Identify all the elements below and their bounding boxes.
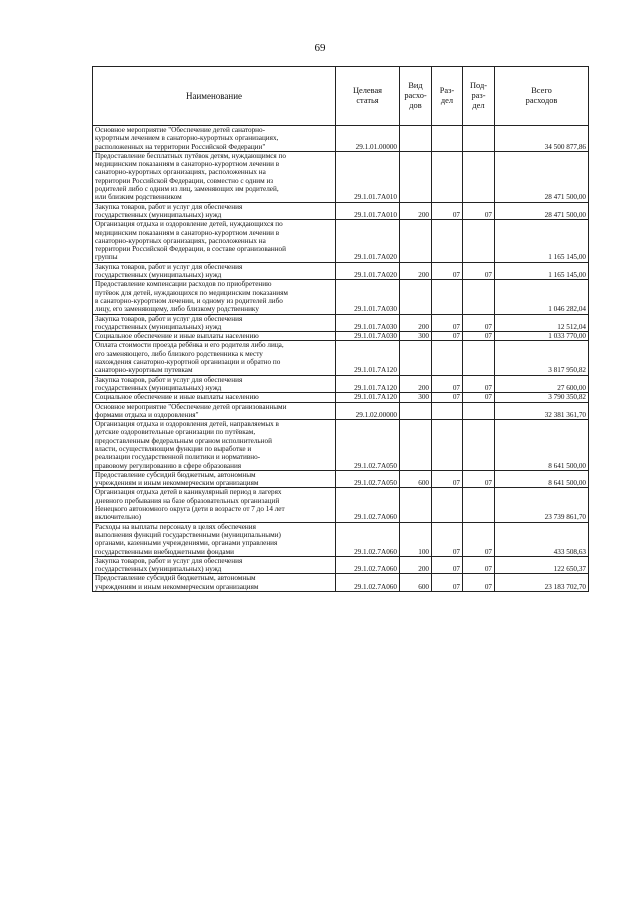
header-subsection: Под- раз- дел	[463, 67, 495, 126]
row-section	[432, 488, 463, 522]
row-subsection: 07	[463, 314, 495, 332]
row-section	[432, 341, 463, 375]
row-section: 07	[432, 332, 463, 341]
table-row	[93, 470, 589, 488]
row-target-article: 29.1.01.7А030	[336, 314, 400, 332]
row-subsection: 07	[463, 375, 495, 393]
table-row	[93, 262, 589, 280]
row-section: 07	[432, 574, 463, 592]
row-name: Закупка товаров, работ и услуг для обеспечения государственных (муниципальных) нужд	[93, 262, 336, 280]
row-target-article: 29.1.02.7А050	[336, 420, 400, 471]
row-name: Организация отдыха и оздоровления детей, направляемых в детские оздоровительные организации по путёвкам, предоставленным федеральным органом исполнительной власти, осуществляющим функции по выработке и реализации государственной политики и нормативно- правовому регулированию в сфере образования	[93, 420, 336, 471]
row-total: 1 165 145,00	[495, 220, 589, 262]
row-total: 23 739 861,70	[495, 488, 589, 522]
row-section	[432, 280, 463, 314]
row-section: 07	[432, 262, 463, 280]
row-subsection: 07	[463, 556, 495, 574]
row-name: Предоставление компенсации расходов по приобретению путёвок для детей, нуждающихся по медицинским показаниям в санаторно-курортном лечении, и одному из родителей либо лицу, его заменяющему, либо близкому родственнику	[93, 280, 336, 314]
row-subsection	[463, 402, 495, 420]
row-total: 12 512,04	[495, 314, 589, 332]
row-expense-kind	[400, 280, 432, 314]
table-row	[93, 393, 589, 402]
row-name: Закупка товаров, работ и услуг для обеспечения государственных (муниципальных) нужд	[93, 375, 336, 393]
row-target-article: 29.1.01.7А120	[336, 393, 400, 402]
row-total: 8 641 500,00	[495, 420, 589, 471]
table-row	[93, 402, 589, 420]
row-total: 1 033 770,00	[495, 332, 589, 341]
row-section	[432, 420, 463, 471]
row-expense-kind	[400, 402, 432, 420]
row-subsection	[463, 488, 495, 522]
page-number: 69	[314, 42, 326, 54]
row-name: Оплата стоимости проезда ребёнка и его родителя либо лица, его заменяющего, либо близкого родственника к месту нахождения санаторно-курортной организации и обратно по санаторно-курортным путевкам	[93, 341, 336, 375]
row-subsection: 07	[463, 262, 495, 280]
header-kind: Вид расхо- дов	[400, 67, 432, 126]
row-section: 07	[432, 202, 463, 220]
table-row	[93, 202, 589, 220]
row-total: 27 600,00	[495, 375, 589, 393]
table-row	[93, 522, 589, 556]
row-total: 122 650,37	[495, 556, 589, 574]
row-total: 3 817 950,82	[495, 341, 589, 375]
row-target-article: 29.1.01.7А020	[336, 262, 400, 280]
header-section: Раз- дел	[432, 67, 463, 126]
table-body	[93, 126, 589, 592]
row-expense-kind	[400, 420, 432, 471]
header-target: Целевая статья	[336, 67, 400, 126]
row-target-article: 29.1.01.7А120	[336, 375, 400, 393]
row-expense-kind: 600	[400, 574, 432, 592]
row-expense-kind: 200	[400, 262, 432, 280]
row-expense-kind	[400, 488, 432, 522]
row-target-article: 29.1.01.7А120	[336, 341, 400, 375]
row-target-article: 29.1.02.7А060	[336, 488, 400, 522]
row-subsection: 07	[463, 470, 495, 488]
row-total: 1 165 145,00	[495, 262, 589, 280]
row-total: 28 471 500,00	[495, 202, 589, 220]
row-total: 8 641 500,00	[495, 470, 589, 488]
row-name: Закупка товаров, работ и услуг для обеспечения государственных (муниципальных) нужд	[93, 314, 336, 332]
row-expense-kind	[400, 220, 432, 262]
row-name: Организация отдыха и оздоровление детей, нуждающихся по медицинским показаниям в санаторно-курортном лечении в санаторно-курортных организациях, расположенных на территории Российской Федерации, в составе организованной группы	[93, 220, 336, 262]
row-subsection: 07	[463, 332, 495, 341]
row-subsection	[463, 220, 495, 262]
table-row	[93, 314, 589, 332]
row-expense-kind: 100	[400, 522, 432, 556]
row-target-article: 29.1.02.7А050	[336, 470, 400, 488]
row-total: 3 790 350,82	[495, 393, 589, 402]
row-total: 34 500 877,86	[495, 126, 589, 152]
row-target-article: 29.1.01.7А030	[336, 280, 400, 314]
row-expense-kind: 300	[400, 393, 432, 402]
row-name: Закупка товаров, работ и услуг для обеспечения государственных (муниципальных) нужд	[93, 556, 336, 574]
table-row	[93, 151, 589, 202]
table-row	[93, 556, 589, 574]
row-target-article: 29.1.01.7А020	[336, 220, 400, 262]
row-expense-kind: 200	[400, 556, 432, 574]
row-subsection: 07	[463, 522, 495, 556]
row-total: 23 183 702,70	[495, 574, 589, 592]
row-section: 07	[432, 314, 463, 332]
row-total: 32 381 361,70	[495, 402, 589, 420]
row-name: Организация отдыха детей в каникулярный период в лагерях дневного пребывания на базе образовательных организаций Ненецкого автономного округа (дети в возрасте от 7 до 14 лет включительно)	[93, 488, 336, 522]
table-header-row	[93, 67, 589, 126]
row-target-article: 29.1.02.00000	[336, 402, 400, 420]
table-row	[93, 574, 589, 592]
row-total: 433 508,63	[495, 522, 589, 556]
row-section	[432, 220, 463, 262]
header-total: Всего расходов	[495, 67, 589, 126]
row-name: Закупка товаров, работ и услуг для обеспечения государственных (муниципальных) нужд	[93, 202, 336, 220]
row-target-article: 29.1.02.7А060	[336, 522, 400, 556]
row-section: 07	[432, 393, 463, 402]
table-row	[93, 375, 589, 393]
row-target-article: 29.1.01.7А010	[336, 151, 400, 202]
header-name: Наименование	[93, 67, 336, 126]
row-section	[432, 151, 463, 202]
row-name: Основное мероприятие "Обеспечение детей санаторно- курортным лечением в санаторно-курортных организациях, расположенных на территории Российской Федерации"	[93, 126, 336, 152]
table-row	[93, 420, 589, 471]
row-expense-kind	[400, 126, 432, 152]
row-section: 07	[432, 522, 463, 556]
row-name: Социальное обеспечение и иные выплаты населению	[93, 332, 336, 341]
row-subsection: 07	[463, 202, 495, 220]
row-expense-kind	[400, 151, 432, 202]
row-target-article: 29.1.01.7А030	[336, 332, 400, 341]
row-section: 07	[432, 375, 463, 393]
row-name: Основное мероприятие "Обеспечение детей организованными формами отдыха и оздоровления"	[93, 402, 336, 420]
row-target-article: 29.1.02.7А060	[336, 574, 400, 592]
row-expense-kind: 600	[400, 470, 432, 488]
row-subsection: 07	[463, 574, 495, 592]
row-target-article: 29.1.02.7А060	[336, 556, 400, 574]
row-name: Предоставление бесплатных путёвок детям, нуждающимся по медицинским показаниям в санаторно-курортном лечении в санаторно-курортных организациях, расположенных на территории Российской Федерации, совместно с одним из родителей либо с одним из лиц, заменяющих им родителей, или близким родственником	[93, 151, 336, 202]
row-target-article: 29.1.01.7А010	[336, 202, 400, 220]
row-target-article: 29.1.01.00000	[336, 126, 400, 152]
row-name: Социальное обеспечение и иные выплаты населению	[93, 393, 336, 402]
row-section: 07	[432, 470, 463, 488]
row-name: Предоставление субсидий бюджетным, автономным учреждениям и иным некоммерческим организациям	[93, 574, 336, 592]
table-row	[93, 488, 589, 522]
row-expense-kind: 300	[400, 332, 432, 341]
row-subsection	[463, 280, 495, 314]
budget-table	[92, 66, 589, 592]
row-expense-kind: 200	[400, 375, 432, 393]
row-expense-kind: 200	[400, 314, 432, 332]
table-row	[93, 341, 589, 375]
row-subsection	[463, 151, 495, 202]
row-subsection	[463, 420, 495, 471]
table-row	[93, 332, 589, 341]
row-name: Предоставление субсидий бюджетным, автономным учреждениям и иным некоммерческим организациям	[93, 470, 336, 488]
table-row	[93, 220, 589, 262]
row-expense-kind: 200	[400, 202, 432, 220]
row-section	[432, 126, 463, 152]
row-section: 07	[432, 556, 463, 574]
row-total: 28 471 500,00	[495, 151, 589, 202]
row-subsection	[463, 341, 495, 375]
row-subsection	[463, 126, 495, 152]
table-row	[93, 280, 589, 314]
row-expense-kind	[400, 341, 432, 375]
row-total: 1 046 282,04	[495, 280, 589, 314]
table-row	[93, 126, 589, 152]
row-subsection: 07	[463, 393, 495, 402]
row-section	[432, 402, 463, 420]
row-name: Расходы на выплаты персоналу в целях обеспечения выполнения функций государственными (муниципальными) органами, казенными учреждениями, органами управления государственными внебюджетными фондами	[93, 522, 336, 556]
